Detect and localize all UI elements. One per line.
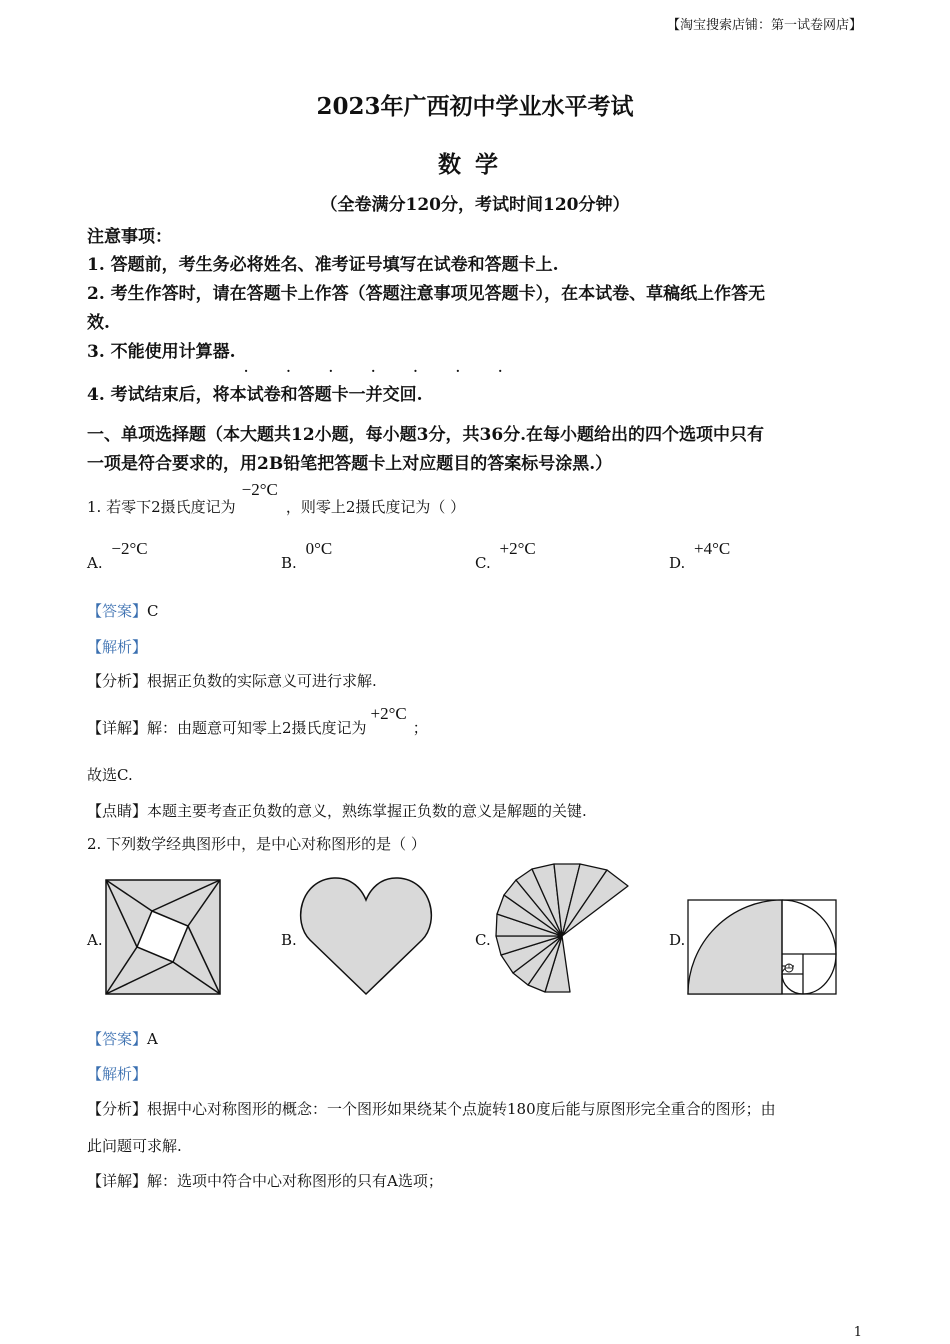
- q1-option-c: [475, 539, 536, 573]
- figure-b-heart: [298, 874, 434, 998]
- q2-fenxi-line1: 【分析】根据中心对称图形的概念：一个图形如果绕某个点旋转180度后能与原图形完全重合的图形；由: [87, 1100, 776, 1118]
- q2-xiangjie: 【详解】解：选项中符合中心对称图形的只有A选项；: [87, 1172, 443, 1190]
- q1-option-c-label: C.: [475, 554, 491, 572]
- score-info: （全卷满分120分，考试时间120分钟）: [320, 195, 630, 215]
- q1-option-a-value: −2°C: [111, 539, 148, 558]
- q1-option-d-label: D.: [669, 554, 686, 572]
- q1-jiexi: 【解析】: [87, 638, 148, 656]
- q2-answer-value: A: [147, 1030, 158, 1048]
- figure-a-pinwheel: [104, 878, 222, 996]
- q1-option-d-value: +4°C: [694, 539, 731, 558]
- figure-c-spiral-triangles: [490, 862, 635, 1002]
- q1-stem: [87, 480, 466, 517]
- note-2-line1: 2. 考生作答时，请在答题卡上作答（答题注意事项见答题卡），在本试卷、草稿纸上作答无: [87, 284, 766, 304]
- figure-d-golden-spiral: [686, 898, 838, 996]
- q1-option-a-label: A.: [87, 554, 103, 572]
- note-2-line2: 效.: [87, 313, 110, 333]
- exam-subject: 数学: [438, 151, 512, 178]
- section1-line1: 一、单项选择题（本大题共12小题，每小题3分，共36分.在每小题给出的四个选项中只有: [87, 425, 765, 445]
- q2-answer: [87, 1028, 158, 1049]
- q1-fenxi: 【分析】根据正负数的实际意义可进行求解.: [87, 672, 377, 690]
- q2-stem: 2. 下列数学经典图形中，是中心对称图形的是（ ）: [87, 835, 426, 853]
- q1-option-c-value: +2°C: [499, 539, 536, 558]
- q2-option-d-label: D.: [669, 931, 686, 949]
- section1-line2: 一项是符合要求的，用2B铅笔把答题卡上对应题目的答案标号涂黑.）: [87, 454, 613, 474]
- q1-option-b: [281, 539, 333, 573]
- shop-header: 【淘宝搜索店铺：第一试卷网店】: [666, 18, 862, 33]
- q2-option-c-label: C.: [475, 931, 491, 949]
- q1-stem-math: −2°C: [241, 480, 278, 499]
- q2-option-b-label: B.: [281, 931, 297, 949]
- notes-heading: 注意事项：: [87, 227, 172, 247]
- q1-xiangjie-tail: ；: [412, 719, 428, 737]
- q1-dianjing: 【点睛】本题主要考查正负数的意义，熟练掌握正负数的意义是解题的关键.: [87, 802, 587, 820]
- q1-xiangjie-math: +2°C: [370, 704, 407, 723]
- q2-fenxi-line2: 此问题可求解.: [87, 1137, 182, 1155]
- q1-option-a: [87, 539, 148, 573]
- note-3: 3. 不能使用计算器.: [87, 342, 236, 362]
- exam-title: 2023年广西初中学业水平考试: [316, 93, 634, 120]
- emphasis-dots: · · · · · · ·: [244, 364, 520, 378]
- q1-guxuan: 故选C.: [87, 766, 133, 784]
- q2-option-a-label: A.: [87, 931, 103, 949]
- q1-xiangjie-text: 【详解】解：由题意可知零上2摄氏度记为: [87, 719, 367, 737]
- q1-xiangjie: [87, 704, 428, 738]
- q1-stem-tail: ，则零上2摄氏度记为（ ）: [285, 498, 466, 516]
- q1-option-d: [669, 539, 731, 573]
- q1-answer-value: C: [147, 602, 159, 620]
- page-number: 1: [853, 1325, 862, 1340]
- q2-answer-tag: 【答案】: [87, 1030, 148, 1048]
- q1-option-b-label: B.: [281, 554, 297, 572]
- note-4: 4. 考试结束后，将本试卷和答题卡一并交回.: [87, 385, 423, 405]
- q1-stem-text: 1. 若零下2摄氏度记为: [87, 498, 236, 516]
- q1-answer: [87, 600, 159, 621]
- note-1: 1. 答题前，考生务必将姓名、准考证号填写在试卷和答题卡上.: [87, 255, 559, 275]
- q1-answer-tag: 【答案】: [87, 602, 148, 620]
- q1-option-b-value: 0°C: [305, 539, 333, 558]
- q2-jiexi: 【解析】: [87, 1065, 148, 1083]
